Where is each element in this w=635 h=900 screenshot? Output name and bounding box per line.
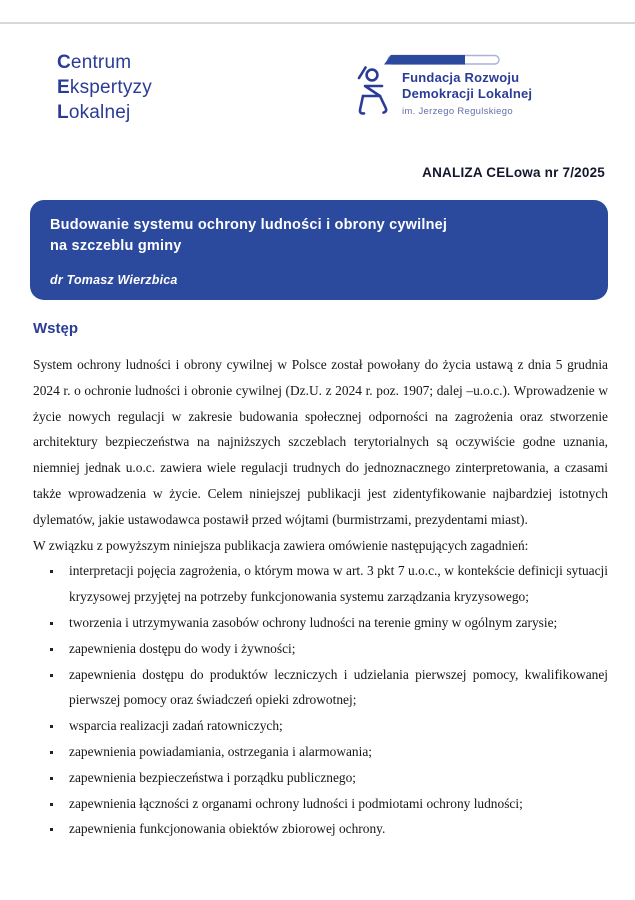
list-item: ▪ zapewnienia powiadamiania, ostrzegania i alarmowania; [63, 739, 608, 765]
list-item: ▪ interpretacji pojęcia zagrożenia, o którym mowa w art. 3 pkt 7 u.o.c., w kontekście definicji sytuacji kryzysowej przyjętej na potrzeby funkcjonowania systemu zarządzania kryzysowego; [63, 558, 608, 610]
issue-label: ANALIZA CELowa nr 7/2025 [422, 165, 605, 180]
frdl-name-line: Fundacja Rozwoju [402, 70, 520, 85]
topics-list [33, 558, 608, 842]
cel-logo-initial: C [57, 52, 71, 73]
cel-logo-line [57, 100, 152, 125]
section-heading-wstep: Wstęp [33, 320, 78, 337]
cel-logo-line [57, 75, 152, 100]
document-author: dr Tomasz Wierzbica [50, 273, 178, 287]
cel-logo [57, 50, 152, 125]
list-item: ▪ zapewnienia łączności z organami ochrony ludności i podmiotami ochrony ludności; [63, 791, 608, 817]
frdl-logo [356, 54, 576, 138]
frdl-name-line: Demokracji Lokalnej [402, 86, 533, 101]
document-title-line: Budowanie systemu ochrony ludności i obrony cywilnej [50, 217, 448, 233]
frdl-subname: im. Jerzego Regulskiego [402, 106, 513, 117]
cel-logo-rest: entrum [70, 52, 132, 73]
document-body [33, 352, 608, 842]
cel-logo-initial: L [57, 102, 69, 123]
list-item: ▪ zapewnienia bezpieczeństwa i porządku publicznego; [63, 765, 608, 791]
list-item: ▪ tworzenia i utrzymywania zasobów ochrony ludności na terenie gminy w ogólnym zarysie; [63, 610, 608, 636]
cel-logo-initial: E [57, 77, 70, 98]
cel-logo-rest: kspertyzy [69, 77, 152, 98]
intro-paragraph: System ochrony ludności i obrony cywilnej w Polsce został powołany do życia ustawą z dnia 5 grudnia 2024 r. o ochronie ludności i obronie cywilnej (Dz.U. z 2024 r. poz. 1907; dalej –u.o.c.). Wprowadzenie w życie nowych regulacji w zakresie budowania społecznej odporności na zagrożenia oraz stworzenie architektury bezpieczeństwa na najniższych szczeblach terytorialnych są oczywiście godne uznania, niemniej jednak u.o.c. zawiera wiele regulacji trudnych do jednoznacznego zinterpretowania, a czasami także wprowadzenia w życie. Celem niniejszej publikacji jest zidentyfikowanie najbardziej istotnych dylematów, jakie ustawodawca postawił przed wójtami (burmistrzami, prezydentami miast). [33, 357, 608, 527]
frdl-logo-text [402, 70, 532, 117]
list-item: ▪ zapewnienia dostępu do wody i żywności; [63, 636, 608, 662]
list-item: ▪ zapewnienia dostępu do produktów leczniczych i udzielania pierwszej pomocy, kwalifikowanej pierwszej pomocy oraz świadczeń opieki zdrowotnej; [63, 662, 608, 714]
list-intro-paragraph: W związku z powyższym niniejsza publikacja zawiera omówienie następujących zagadnień: [33, 537, 529, 553]
top-divider [0, 22, 635, 24]
document-title-line: na szczeblu gminy [50, 238, 182, 254]
list-item: ▪ zapewnienia funkcjonowania obiektów zbiorowej ochrony. [63, 816, 608, 842]
list-item: ▪ wsparcia realizacji zadań ratowniczych; [63, 713, 608, 739]
frdl-person-icon [356, 64, 392, 120]
title-box [30, 200, 608, 300]
cel-logo-rest: okalnej [68, 102, 131, 123]
cel-logo-line [57, 50, 152, 75]
document-title [50, 215, 588, 257]
